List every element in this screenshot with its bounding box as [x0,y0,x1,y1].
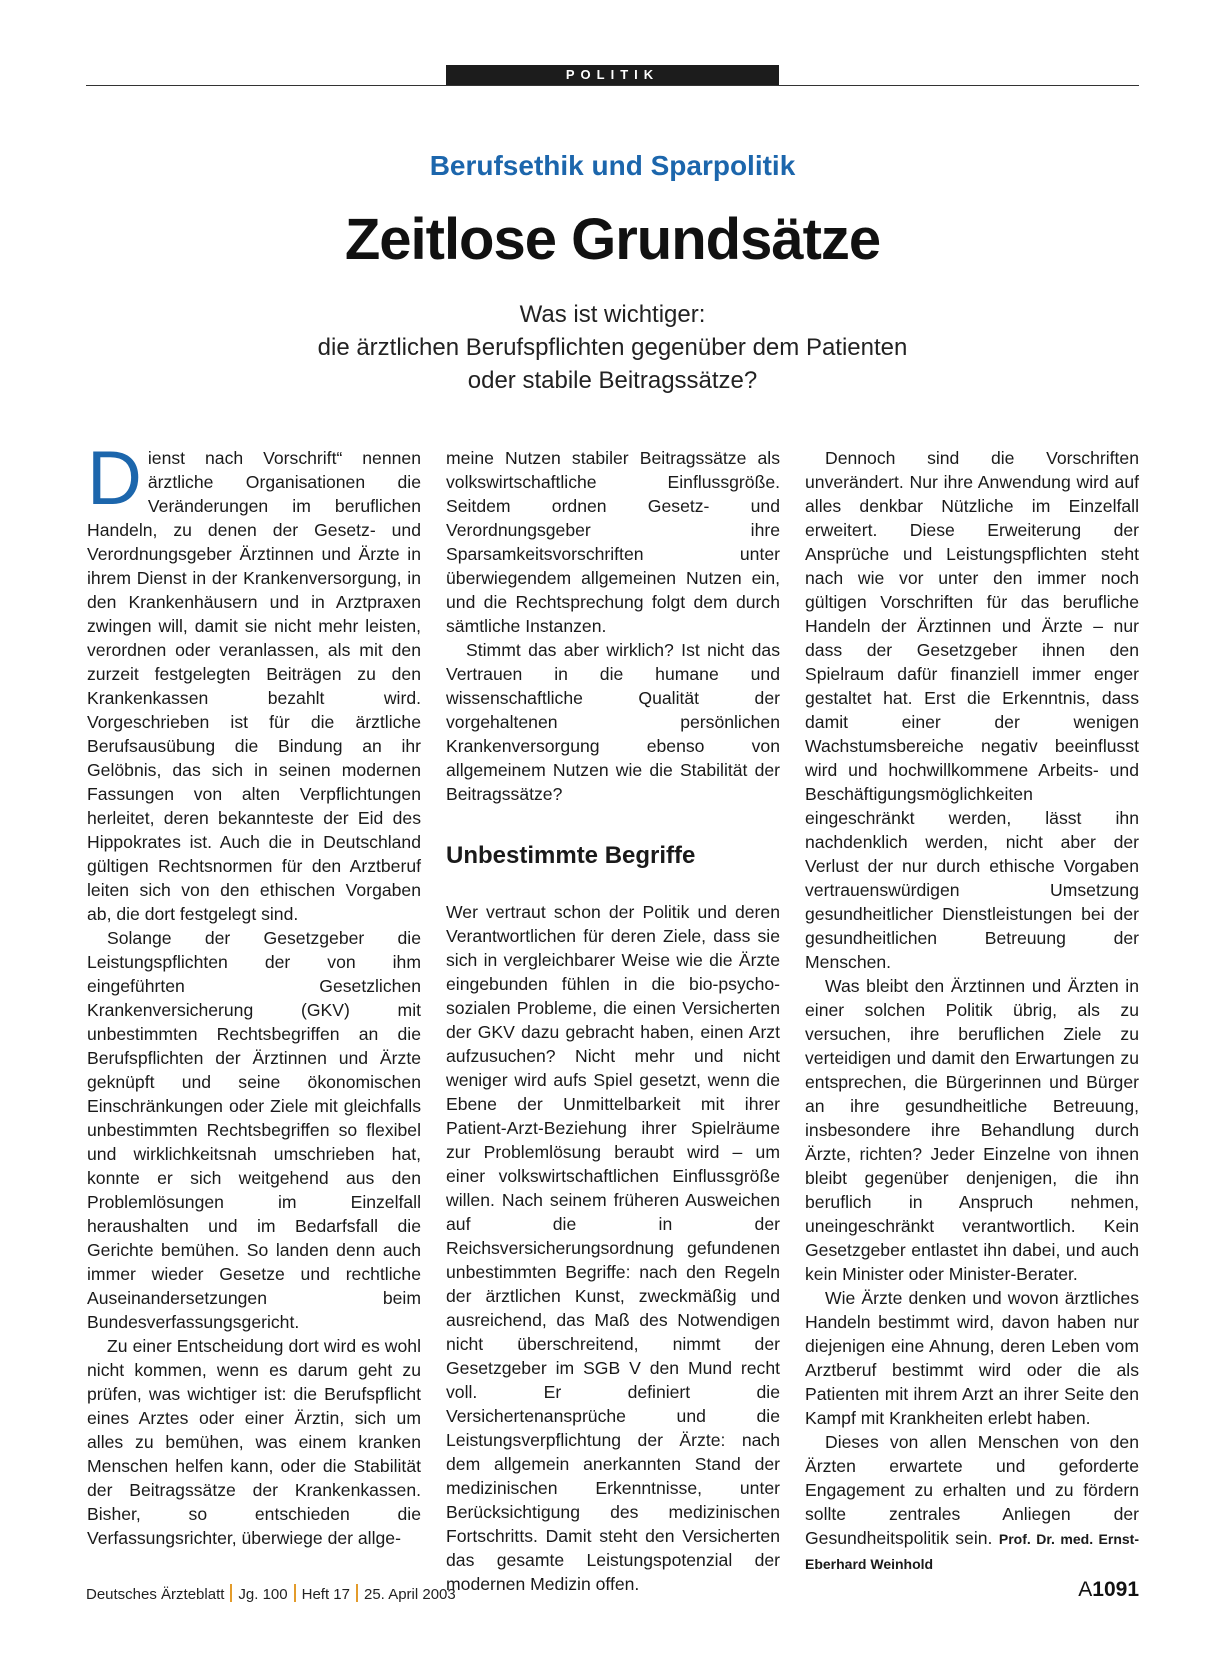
journal-volume: Jg. 100 [238,1586,288,1603]
paragraph: Wie Ärzte denken und wovon ärztliches Handeln bestimmt wird, davon haben nur diejenigen eine Ahnung, deren Leben vom Arztberuf bestimmt wird oder die als Patienten mit ihrem Arzt an ihrer Seite den Kampf mit Krankheiten erlebt haben. [805,1288,1139,1428]
paragraph: Was bleibt den Ärztinnen und Ärzten in einer solchen Politik übrig, als zu versuchen, ihre beruflichen Ziele zu verteidigen und damit den Erwartungen zu entsprechen, die Bürgerinnen und Bürger an ihre gesundheitliche Betreuung, insbesondere ihre Behandlung durch Ärzte, richten? Jeder Einzelne von ihnen bleibt gegenüber denjenigen, die ihn beruflich in Anspruch nehmen, uneingeschränkt verantwortlich. Kein Gesetzgeber entlastet ihn dabei, und auch kein Minister oder Minister-Berater. [805,976,1139,1284]
lead-line: Was ist wichtiger: [519,301,706,328]
section-subheading: Unbestimmte Begriffe [446,842,696,869]
footer-citation [86,1584,456,1603]
journal-issue: Heft 17 [301,1586,350,1603]
column-2 [446,446,780,1596]
separator [294,1584,296,1602]
paragraph: Stimmt das aber wirklich? Ist nicht das Vertrauen in die humane und wissenschaftliche Qualität der vorgehaltenen persönlichen Krankenversorgung ebenso von allgemeinem Nutzen wie die Stabilität der Beitragssätze? [446,640,780,804]
journal-name: Deutsches Ärzteblatt [86,1586,225,1603]
paragraph: Solange der Gesetzgeber die Leistungspflichten der von ihm eingeführten Gesetzlichen Krankenversicherung (GKV) mit unbestimmten Rechtsbegriffen an die Berufspflichten der Ärztinnen und Ärzte geknüpft und seine ökonomischen Einschränkungen oder Ziele mit gleichfalls unbestimmten Rechtsbegriffen so flexibel und wirklichkeitsnah umschrieben hat, konnte er sich weitgehend aus den Problemlösungen im Einzelfall heraushalten und im Bedarfsfall die Gerichte bemühen. So landen denn auch immer wieder Gesetze und rechtliche Auseinandersetzungen beim Bundesverfassungsgericht. [87,928,421,1332]
separator [356,1584,358,1602]
paragraph [87,436,421,926]
paragraph: Dennoch sind die Vorschriften unverändert. Nur ihre Anwendung wird auf alles denkbar Nützliche im Einzelfall erweitert. Diese Erweiterung der Ansprüche und Leistungspflichten steht nach wie vor unter den immer noch gültigen Vorschriften für das berufliche Handeln der Ärztinnen und Ärzte – nur dass der Gesetzgeber ihnen den Spielraum dafür finanziell immer enger gestaltet hat. Erst die Erkenntnis, dass damit einer der wenigen Wachstumsbereiche negativ beeinflusst wird und hochwillkommene Arbeits- und Beschäftigungsmöglichkeiten eingeschränkt werden, lässt ihn nachdenklich werden, nicht aber der Verlust der nur durch ethische Vorgaben vertrauenswürdigen Umsetzung gesundheitlicher Dienstleistungen bei der gesundheitlichen Betreuung der Menschen. [805,448,1139,972]
lead-line: die ärztlichen Berufspflichten gegenüber dem Patienten [317,334,908,361]
page-number-value: 1091 [1092,1578,1139,1601]
paragraph-text: ienst nach Vorschrift“ nennen ärztliche Organisationen die Veränderungen im beruflichen Handeln, zu denen der Gesetz- und Verordnungsgeber Ärztinnen und Ärzte in ihrem Dienst in der Krankenversorgung, in den Krankenhäusern und in Arztpraxen zwingen will, damit sie nicht mehr leisten, verordnen oder veranlassen, als mit den zurzeit festgelegten Beiträgen zu den Krankenkassen bezahlt wird. Vorgeschrieben ist für die ärztliche Berufsausübung die Bindung an ihr Gelöbnis, das sich in seinen modernen Fassungen von alten Verpflichtungen herleitet, deren bekannteste der Eid des Hippokrates ist. Auch die in Deutschland gültigen Rechtsnormen für den Arztberuf leiten sich von den ethischen Vorgaben ab, die dort festgelegt sind. [87,448,421,924]
drop-cap: D [87,436,142,521]
column-3 [805,446,1139,1576]
paragraph-text: Dieses von allen Menschen von den Ärzten erwartete und geforderte Engagement zu erhalten und zu fördern sollte zentrales Anliegen der Gesundheitspolitik sein. [805,1432,1139,1548]
top-rule [86,85,1139,86]
journal-date: 25. April 2003 [364,1586,456,1603]
page-prefix: A [1078,1578,1093,1601]
paragraph [805,1430,1139,1576]
page-number [1078,1578,1139,1602]
article-lead [150,298,1075,397]
article-kicker: Berufsethik und Sparpolitik [429,150,796,181]
lead-line: oder stabile Beitragssätze? [467,367,758,394]
paragraph: Zu einer Entscheidung dort wird es wohl nicht kommen, wenn es darum geht zu prüfen, was wichtiger ist: die Berufspflicht eines Arztes oder einer Ärztin, sich um alles zu bemühen, was einem kranken Menschen helfen kann, oder die Stabilität der Beitragssätze der Krankenkassen. Bisher, so entschieden die Verfassungsrichter, überwiege der allge- [87,1336,421,1548]
paragraph: Wer vertraut schon der Politik und deren Verantwortlichen für deren Ziele, dass sie sich in vergleichbarer Weise wie die Ärzte eingebunden fühlen in die bio-psycho-sozialen Probleme, die einen Versicherten der GKV dazu gebracht haben, einen Arzt aufzusuchen? Nicht mehr und nicht weniger wird aufs Spiel gesetzt, wenn die Ebene der Unmittelbarkeit mit ihrer Patient-Arzt-Beziehung ihrer Spielräume zur Problemlösung beraubt wird – um einer volkswirtschaftlichen Einflussgröße willen. Nach seinem früheren Ausweichen auf die in der Reichsversicherungsordnung gefundenen unbestimmten Begriffe: nach den Regeln der ärztlichen Kunst, zweckmäßig und ausreichend, das Maß des Notwendigen nicht überschreitend, nimmt der Gesetzgeber im SGB V den Mund recht voll. Er definiert die Versichertenansprüche und die Leistungsverpflichtung der Ärzte: nach dem allgemein anerkannten Stand der medizinischen Erkenntnisse, unter Berücksichtigung des medizinischen Fortschritts. Damit steht den Versicherten das gesamte Leistungspotenzial der modernen Medizin offen. [446,902,780,1594]
article-title: Zeitlose Grundsätze [344,207,881,272]
paragraph: meine Nutzen stabiler Beitragssätze als volkswirtschaftliche Einflussgröße. Seitdem ordnen Gesetz- und Verordnungsgeber ihre Sparsamkeitsvorschriften unter überwiegendem allgemeinen Nutzen ein, und die Rechtsprechung folgt dem durch sämtliche Instanzen. [446,448,780,636]
section-label: POLITIK [446,65,779,85]
author-byline: Prof. Dr. med. Ernst-Eberhard Weinhold [805,1531,1140,1572]
separator [230,1584,232,1602]
column-1 [87,436,421,1550]
